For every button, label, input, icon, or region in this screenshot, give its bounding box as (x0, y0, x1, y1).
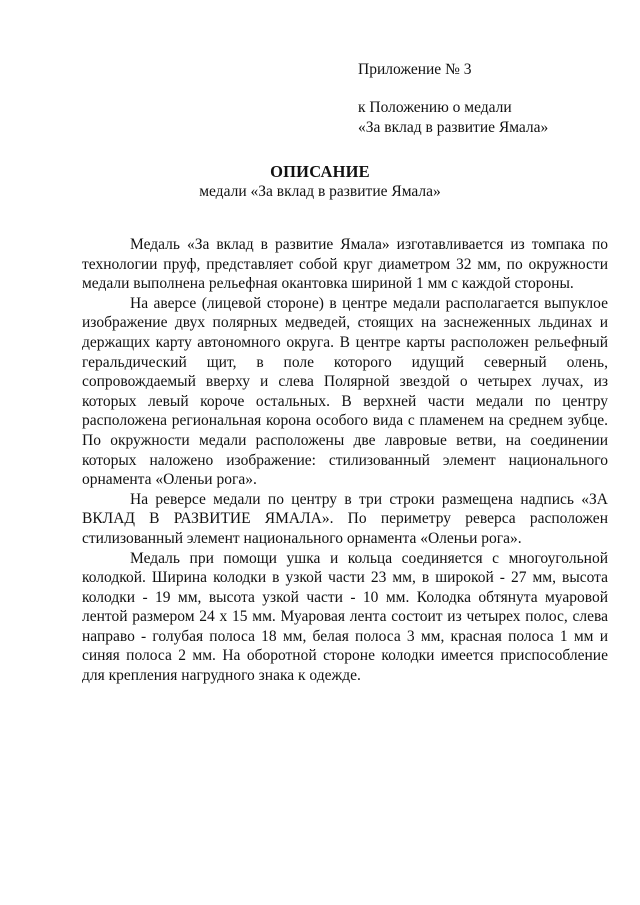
paragraph-material: Медаль «За вклад в развитие Ямала» изготавливается из томпака по технологии пруф, представляет собой круг диаметром 32 мм, по окружности медали выполнена рельефная окантовка шириной 1 мм с каждой стороны. (82, 236, 608, 293)
paragraph-ribbon: Медаль при помощи ушка и кольца соединяется с многоугольной колодкой. Ширина колодки в узкой части 23 мм, в широкой - 27 мм, высота колодки - 19 мм, высота узкой части - 10 мм. Колодка обтянута муаровой лентой размером 24 х 15 мм. Муаровая лента состоит из четырех полос, слева направо - голубая полоса 18 мм, белая полоса 3 мм, красная полоса 1 мм и синяя полоса 2 мм. На оборотной стороне колодки имеется приспособление для крепления нагрудного знака к одежде. (82, 549, 608, 685)
annex-block (358, 60, 548, 138)
paragraph-reverse: На реверсе медали по центру в три строки размещена надпись «ЗА ВКЛАД В РАЗВИТИЕ ЯМАЛА». По периметру реверса расположен стилизованный элемент национального орнамента «Оленьи рога». (82, 490, 608, 547)
document-body (82, 235, 608, 686)
annex-line-1: к Положению о медали (358, 99, 512, 116)
document-subtitle: медали «За вклад в развитие Ямала» (199, 183, 441, 200)
document-title: ОПИСАНИЕ (270, 162, 370, 181)
document-heading (0, 162, 640, 202)
paragraph-obverse: На аверсе (лицевой стороне) в центре медали располагается выпуклое изображение двух полярных медведей, стоящих на заснеженных льдинах и держащих карту автономного округа. В центре карты расположен рельефный геральдический щит, в поле которого идущий северный олень, сопровождаемый вверху и слева Полярной звездой о четырех лучах, из которых левый короче остальных. В верхней части медали по центру расположена региональная корона особого вида с пламенем на среднем зубце. По окружности медали расположены две лавровые ветви, на соединении которых наложено изображение: стилизованный элемент национального орнамента «Оленьи рога». (82, 294, 608, 489)
annex-number: Приложение № 3 (358, 61, 472, 78)
annex-line-2: «За вклад в развитие Ямала» (358, 119, 549, 136)
